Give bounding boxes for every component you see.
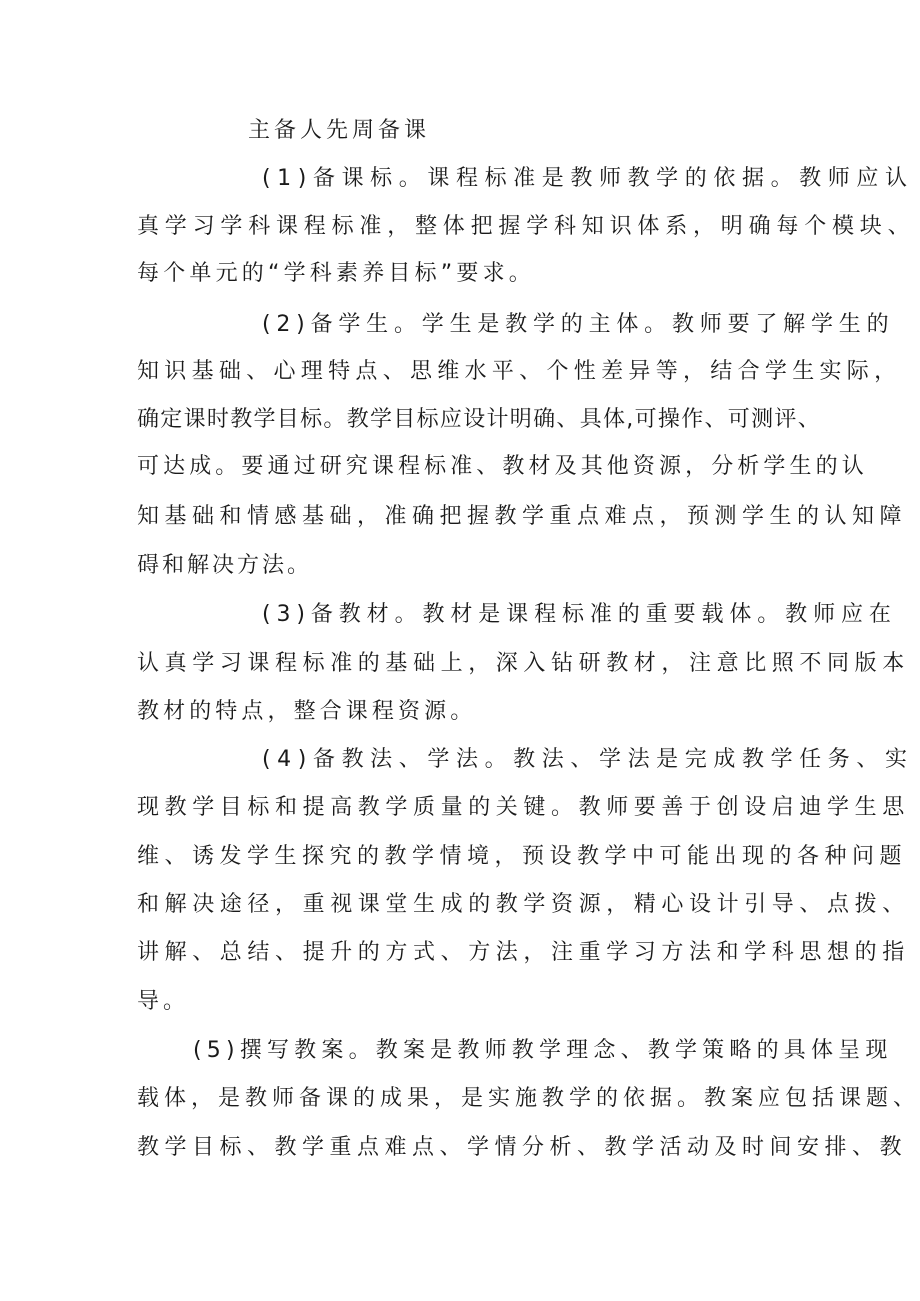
paragraph-line: 讲解、总结、提升的方式、方法，注重学习方法和学科思想的指 <box>137 940 910 965</box>
paragraph-line: 碍和解决方法。 <box>137 553 313 578</box>
paragraph-line: 知基础和情感基础，准确把握教学重点难点，预测学生的认知障 <box>137 504 908 529</box>
paragraph-line: 真学习学科课程标准，整体把握学科知识体系，明确每个模块、 <box>137 214 916 239</box>
paragraph-line: 认真学习课程标准的基础上，深入钻研教材，注意比照不同版本 <box>137 651 910 676</box>
paragraph-line: 可达成。要通过研究课程标准、教材及其他资源，分析学生的认 <box>137 454 868 479</box>
paragraph-line: 确定课时教学目标。教学目标应设计明确、具体,可操作、可测评、 <box>137 407 821 432</box>
paragraph-line: (5)撰写教案。教案是教师教学理念、教学策略的具体呈现 <box>193 1038 893 1063</box>
paragraph-line: 教材的特点，整合课程资源。 <box>137 699 477 724</box>
paragraph-line: 和解决途径，重视课堂生成的教学资源，精心设计引导、点拨、 <box>137 892 910 917</box>
paragraph-line: 知识基础、心理特点、思维水平、个性差异等，结合学生实际， <box>137 359 902 384</box>
paragraph-line: 载体，是教师备课的成果，是实施教学的依据。教案应包括课题、 <box>137 1086 920 1111</box>
paragraph-line: (2)备学生。学生是教学的主体。教师要了解学生的 <box>262 312 895 337</box>
paragraph-line: (4)备教法、学法。教法、学法是完成教学任务、实 <box>262 747 914 772</box>
paragraph-line: 维、诱发学生探究的教学情境，预设教学中可能出现的各种问题 <box>137 844 908 869</box>
paragraph-line: 每个单元的“学科素养目标”要求。 <box>137 261 535 286</box>
section-heading: 主备人先周备课 <box>248 118 431 143</box>
paragraph-line: 教学目标、教学重点难点、学情分析、教学活动及时间安排、教 <box>137 1135 908 1160</box>
paragraph-line: 现教学目标和提高教学质量的关键。教师要善于创设启迪学生思 <box>137 795 910 820</box>
paragraph-line: (1)备课标。课程标准是教师教学的依据。教师应认 <box>262 166 914 191</box>
paragraph-line: (3)备教材。教材是课程标准的重要载体。教师应在 <box>262 602 897 627</box>
paragraph-line: 导。 <box>137 989 190 1014</box>
